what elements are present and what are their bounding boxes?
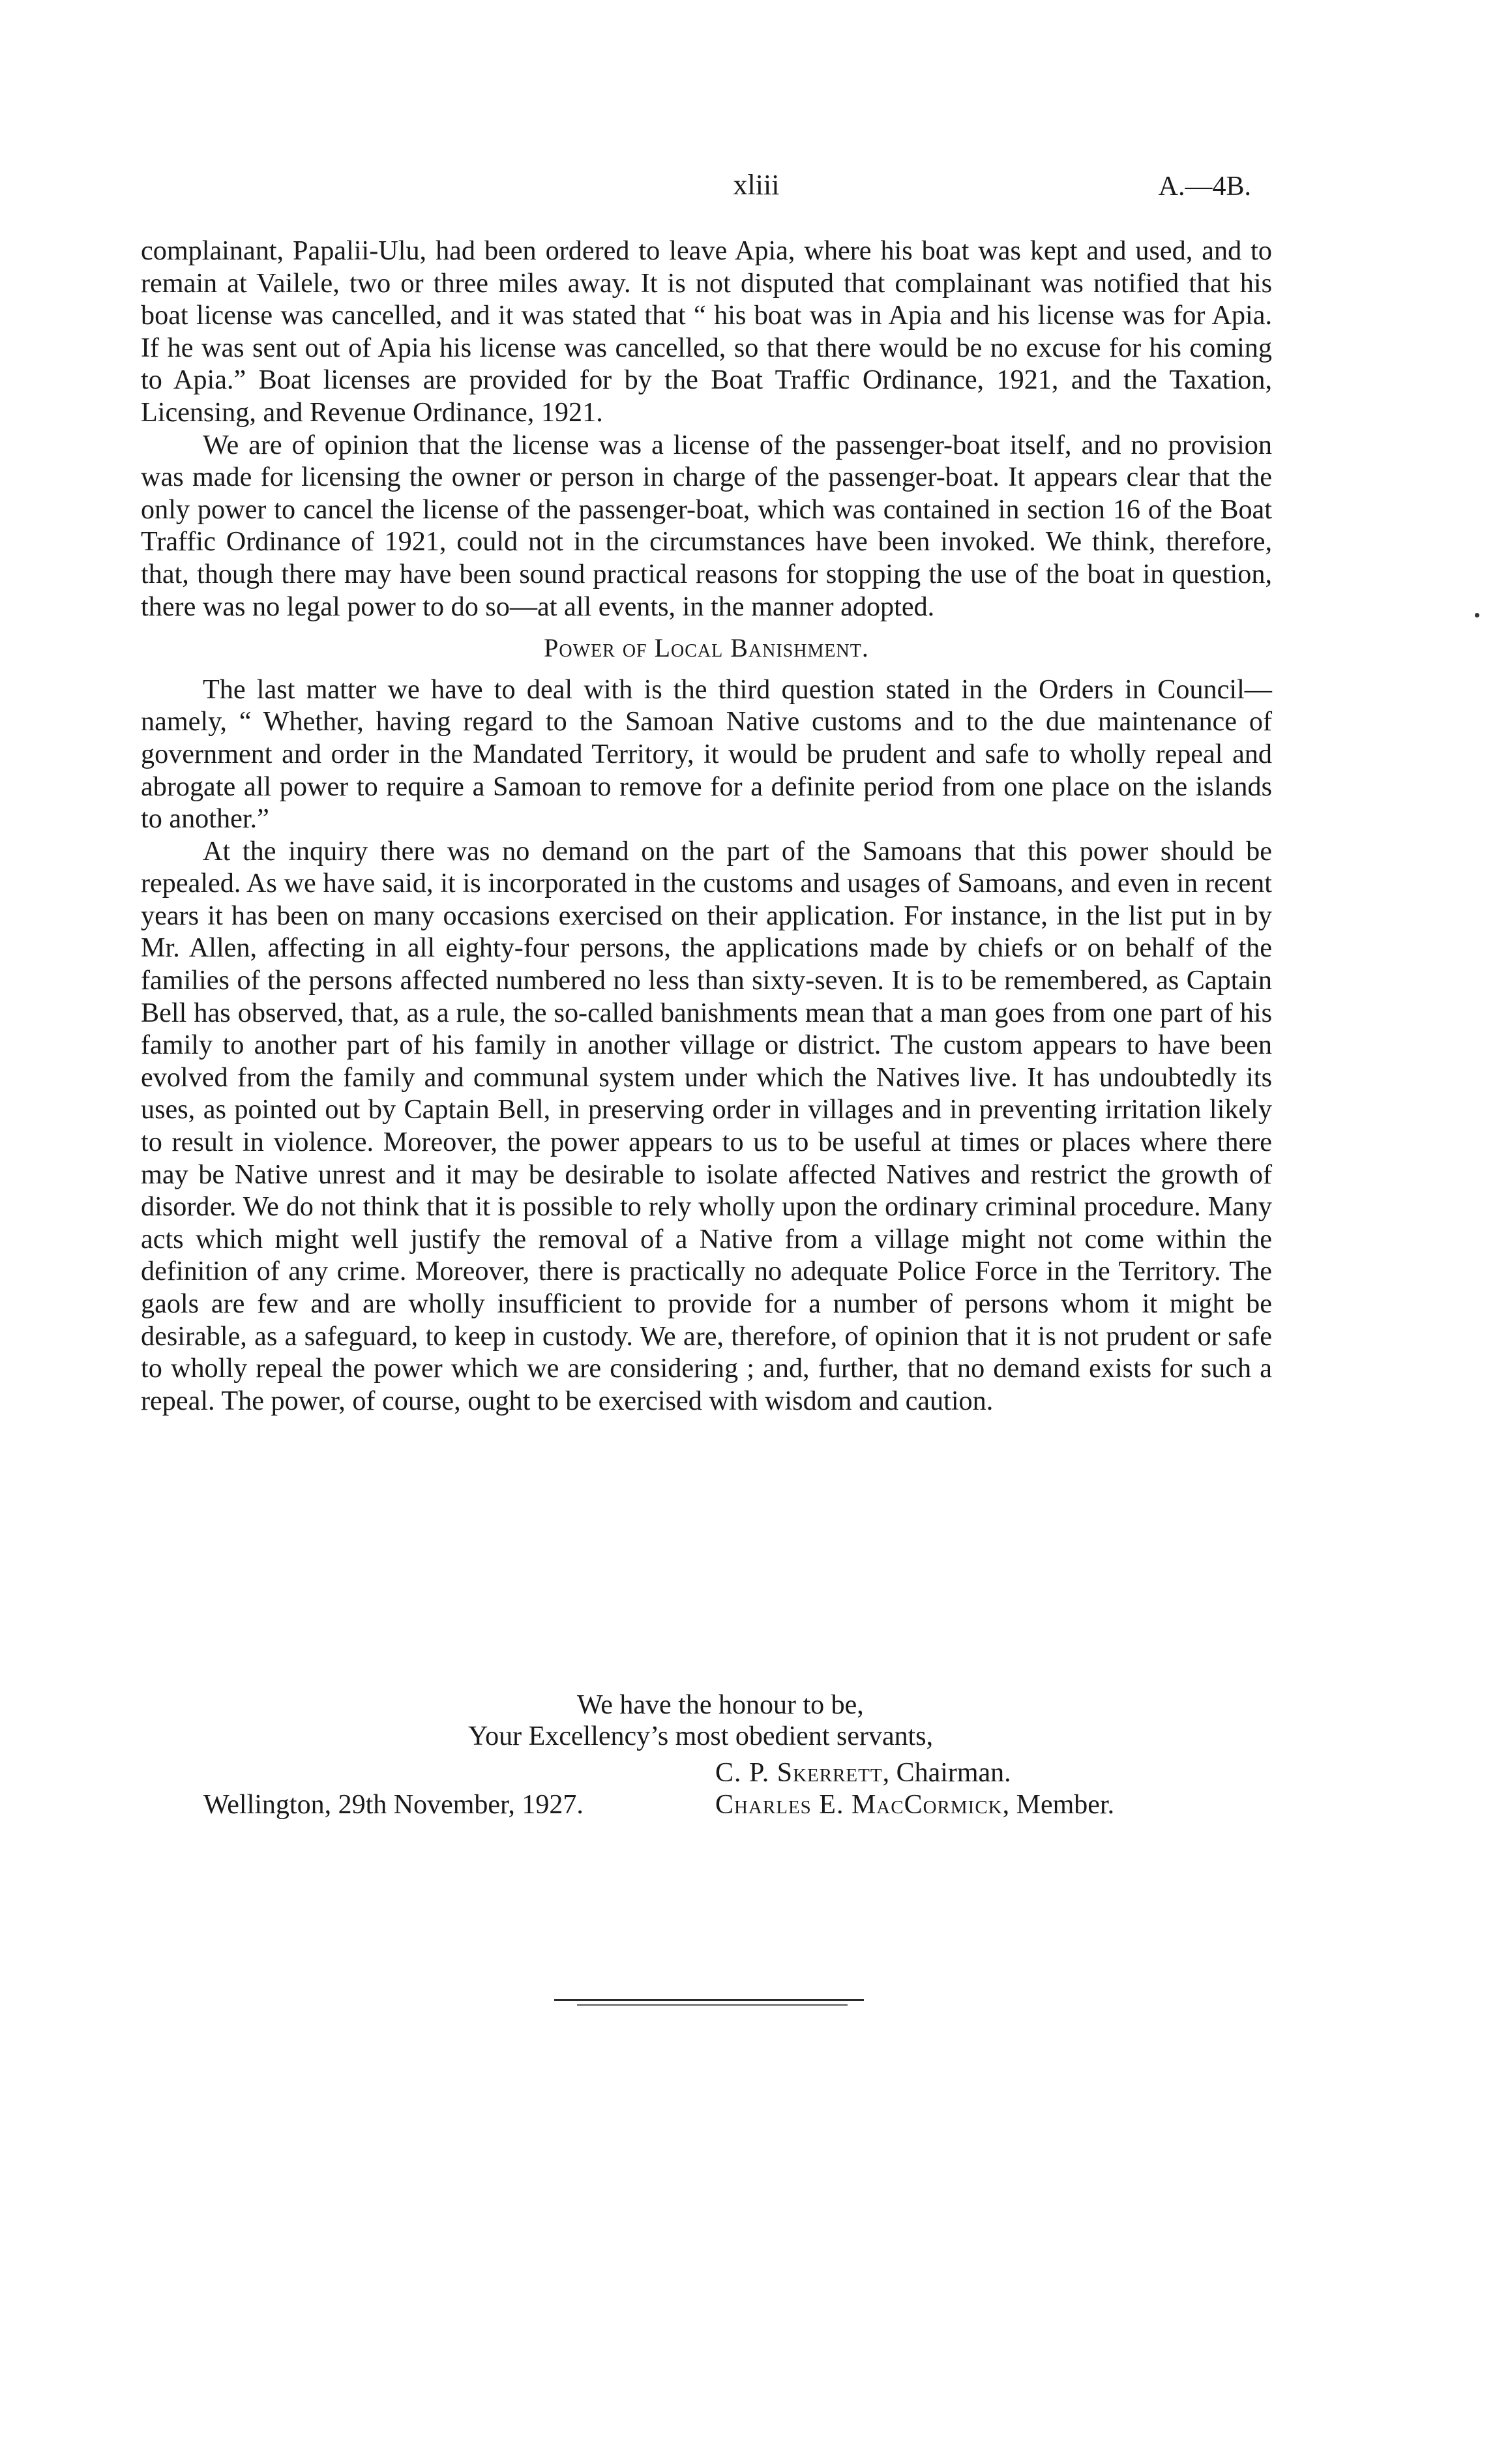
place-date: Wellington, 29th November, 1927. [203,1790,584,1820]
paragraph-license-opinion: We are of opinion that the license was a license of the passenger-boat itself, and no provision was made for licensing the owner or person in charge of the passenger-boat. It appears clear that the only power to cancel the license of the passenger-boat, which was contained in section 16 of the Boat Traffic Ordinance of 1921, could not in the circumstances have been invoked. We think, therefore, that, though there may have been sound practical reasons for stopping the use of the boat in question, there was no legal power to do so—at all events, in the manner adopted. [141,429,1272,622]
document-reference: A.—4B. [1158,171,1251,201]
body-text [141,235,1272,1417]
signature-chairman [715,1757,1011,1789]
paragraph-continuation: complainant, Papalii-Ulu, had been ordered to leave Apia, where his boat was kept and used, and to remain at Vailele, two or three miles away. It is not disputed that complainant was notified that his boat license was cancelled, and it was stated that “ his boat was in Apia and his license was for Apia. If he was sent out of Apia his license was cancelled, so that there would be no excuse for his coming to Apia.” Boat licenses are provided for by the Boat Traffic Ordinance, 1921, and the Taxation, Licensing, and Revenue Ordinance, 1921. [141,235,1272,428]
signatory-name: C. P. Skerrett [715,1758,883,1788]
signatory-name: Charles E. MacCormick [715,1790,1003,1820]
salutation: We have the honour to be, [577,1690,864,1720]
closing-rule [554,1999,864,2001]
paragraph-third-question: The last matter we have to deal with is the third question stated in the Orders in Council—namely, “ Whether, having regard to the Samoan Native customs and to the due maintenance of government and order in the Mandated Territory, it would be prudent and safe to wholly repeal and abrogate all power to require a Samoan to remove for a definite period from one place on the islands to another.” [141,674,1272,835]
signatory-role: , Chairman. [882,1758,1011,1788]
section-heading: Power of Local Banishment. [544,633,869,663]
paragraph-inquiry-findings: At the inquiry there was no demand on the part of the Samoans that this power should be repealed. As we have said, it is incorporated in the customs and usages of Samoans, and even in recent years it has been on many occasions exercised on their application. For instance, in the list put in by Mr. Allen, affecting in all eighty-four persons, the applications made by chiefs or on behalf of the families of the persons affected numbered no less than sixty-seven. It is to be remembered, as Captain Bell has observed, that, as a rule, the so-called banishments mean that a man goes from one part of his family to another part of his family in another village or district. The custom appears to have been evolved from the family and communal system under which the Natives live. It has undoubtedly its uses, as pointed out by Captain Bell, in preserving order in villages and in preventing irritation likely to result in violence. Moreover, the power appears to us to be useful at times or places where there may be Native unrest and it may be desirable to isolate affected Natives and restrict the growth of disorder. We do not think that it is possible to rely wholly upon the ordinary criminal procedure. Many acts which might well justify the removal of a Native from a village might not come within the definition of any crime. Moreover, there is practically no adequate Police Force in the Territory. The gaols are few and are wholly insufficient to provide for a number of persons whom it might be desirable, as a safeguard, to keep in custody. We are, therefore, of opinion that it is not prudent or safe to wholly repeal the power which we are considering ; and, further, that no demand exists for such a repeal. The power, of course, ought to be exercised with wisdom and caution. [141,835,1272,1416]
page-number: xliii [733,169,780,201]
servants-line: Your Excellency’s most obedient servants, [468,1721,934,1751]
closing-rule-secondary [577,2004,848,2006]
margin-mark [1475,613,1479,617]
signature-member [715,1789,1114,1821]
signatory-role: , Member. [1002,1790,1115,1820]
